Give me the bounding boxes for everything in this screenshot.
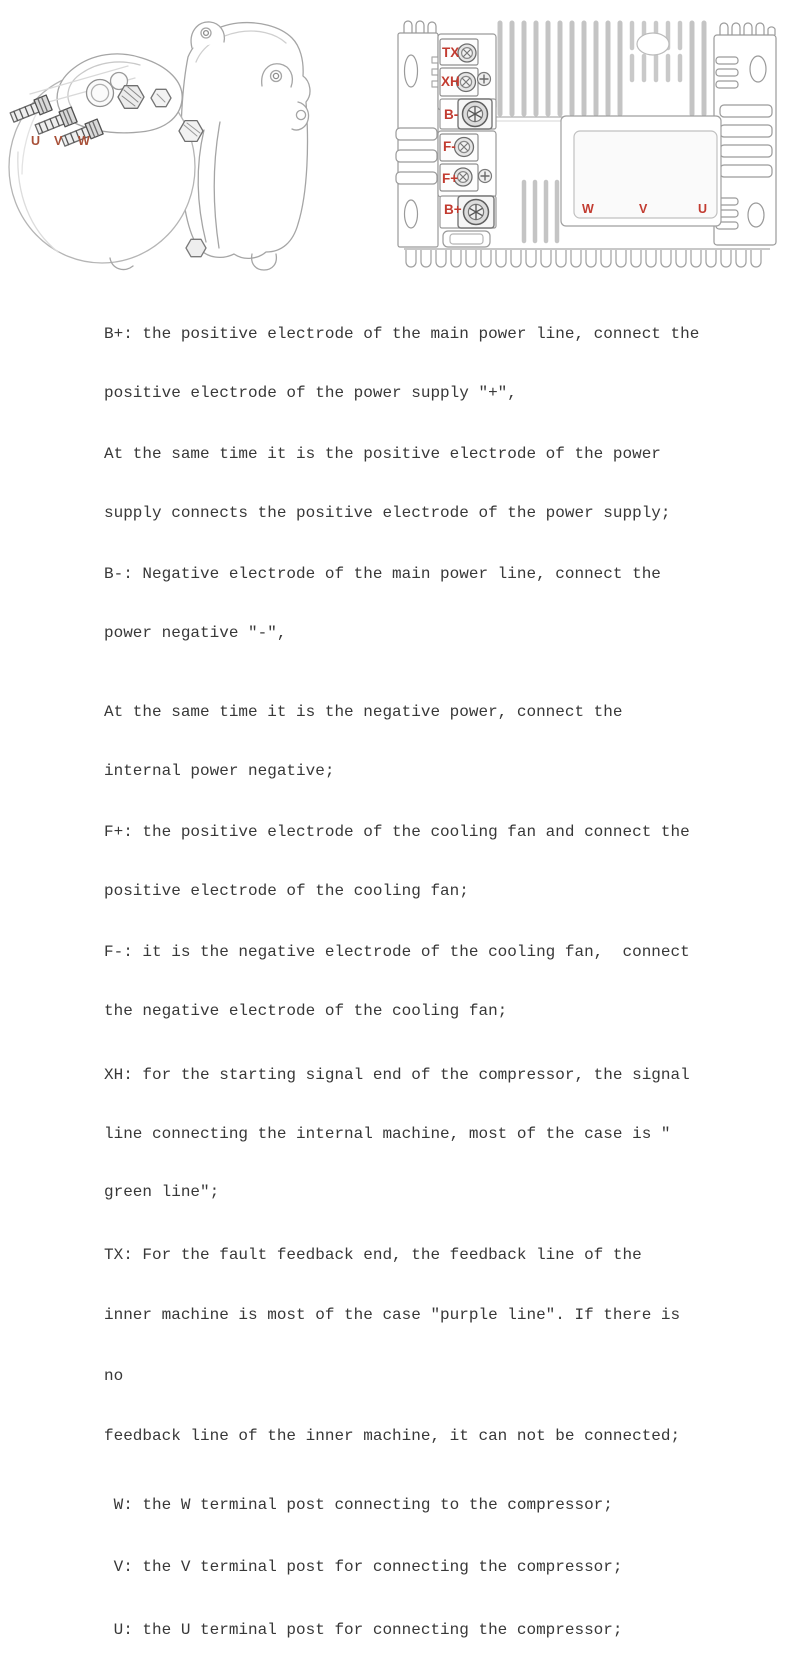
panel-terminal-label-w: W <box>582 202 594 216</box>
terminal-descriptions <box>104 286 774 1679</box>
description-line: power negative "-", <box>104 623 287 642</box>
screw-large-icon <box>463 102 488 127</box>
controller-terminal-label-bminus: B- <box>444 107 459 122</box>
panel-terminal-label-u: U <box>698 202 708 216</box>
description-line: the negative electrode of the cooling fan; <box>104 1001 508 1020</box>
controller-terminal-label-tx: TX <box>442 45 460 60</box>
phillips-screw-icon <box>479 170 492 183</box>
compressor-terminal-label-v: V <box>54 134 63 148</box>
compressor-terminal-label-u: U <box>31 134 41 148</box>
description-line: supply connects the positive electrode of the power supply; <box>104 503 671 522</box>
hex-bolt-icon <box>186 239 206 256</box>
controller-terminal-label-xh: XH <box>441 74 460 89</box>
compressor-terminal-label-w: W <box>78 134 90 148</box>
description-line: TX: For the fault feedback end, the feedback line of the <box>104 1245 642 1264</box>
description-line: positive electrode of the power supply "+", <box>104 383 517 402</box>
description-line: U: the U terminal post for connecting the compressor; <box>104 1620 623 1639</box>
description-line: line connecting the internal machine, most of the case is " <box>104 1124 671 1143</box>
description-line: no <box>104 1366 124 1385</box>
description-line: internal power negative; <box>104 761 335 780</box>
hex-bolt-icon <box>118 86 144 109</box>
description-line: B+: the positive electrode of the main power line, connect the <box>104 325 700 343</box>
screw-icon <box>455 138 474 157</box>
right-mount-bracket <box>714 23 776 245</box>
description-line: At the same time it is the positive electrode of the power <box>104 445 661 463</box>
screw-icon <box>458 44 476 62</box>
compressor-drawing <box>0 2 345 292</box>
heatsink-boss <box>637 33 669 55</box>
screw-large-icon <box>464 200 489 225</box>
suction-port-icon <box>87 80 114 107</box>
hex-bolt-icon <box>151 89 171 106</box>
description-line: positive electrode of the cooling fan; <box>104 881 469 900</box>
panel-terminal-label-v: V <box>639 202 648 216</box>
description-line: inner machine is most of the case "purple line". If there is <box>104 1306 681 1324</box>
hex-bolt-icon <box>179 121 203 142</box>
description-line: B-: Negative electrode of the main power line, connect the <box>104 565 661 583</box>
description-line: F+: the positive electrode of the cooling fan and connect the <box>104 823 690 841</box>
description-line: V: the V terminal post for connecting the compressor; <box>104 1558 623 1576</box>
description-line: W: the W terminal post connecting to the compressor; <box>104 1495 613 1514</box>
phillips-screw-icon <box>478 73 491 86</box>
compressor-rear-housing <box>181 23 310 259</box>
controller-terminal-label-bplus: B+ <box>444 202 462 217</box>
heatsink-fins <box>500 23 704 114</box>
controller-terminal-label-fplus: F+ <box>442 171 459 186</box>
left-mount-bracket <box>396 21 442 247</box>
description-line: F-: it is the negative electrode of the cooling fan, connect <box>104 943 690 961</box>
controller-terminal-label-fminus: F- <box>443 139 456 154</box>
description-line: XH: for the starting signal end of the compressor, the signal <box>104 1066 690 1084</box>
description-line: At the same time it is the negative power, connect the <box>104 703 623 721</box>
description-line: feedback line of the inner machine, it can not be connected; <box>104 1427 681 1445</box>
description-line: green line"; <box>104 1183 220 1201</box>
bottom-fins <box>406 250 761 267</box>
controller-drawing <box>394 10 786 278</box>
